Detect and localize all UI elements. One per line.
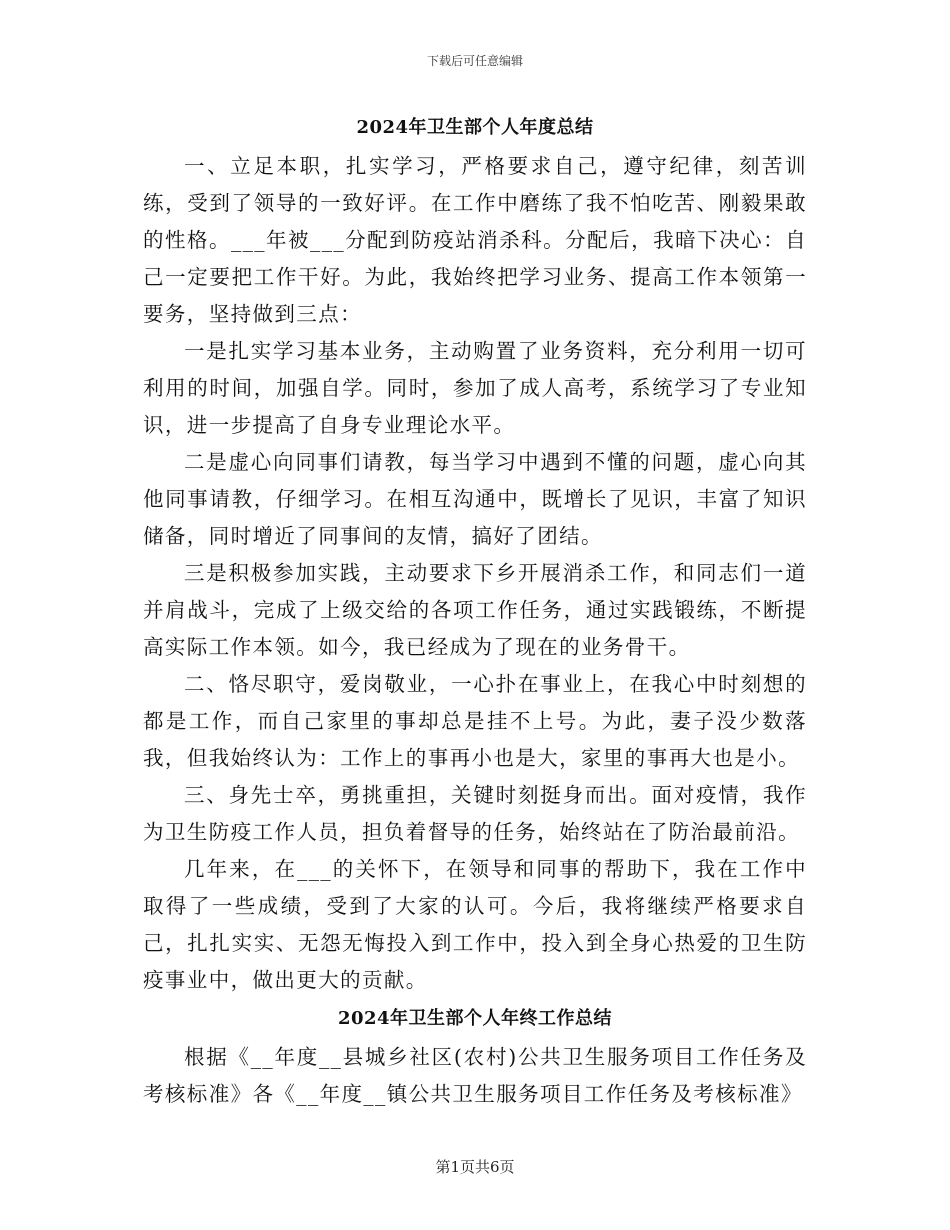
section1-paragraph-7: 几年来，在___的关怀下，在领导和同事的帮助下，我在工作中取得了一些成绩，受到了大家的认可。今后，我将继续严格要求自己，扎扎实实、无怨无悔投入到工作中，投入到全身心热爱的卫生防疫事业中，做出更大的贡献。 [143, 857, 807, 992]
document-body [143, 108, 807, 1113]
section2-paragraph-1: 根据《__年度__县城乡社区(农村)公共卫生服务项目工作任务及考核标准》各《__年度__镇公共卫生服务项目工作任务及考核标准》 [143, 1045, 807, 1106]
section1-paragraph-3: 二是虚心向同事们请教，每当学习中遇到不懂的问题，虚心向其他同事请教，仔细学习。在相互沟通中，既增长了见识，丰富了知识储备，同时增近了同事间的友情，搞好了团结。 [143, 450, 807, 548]
section1-title: 2024年卫生部个人年度总结 [356, 117, 594, 138]
section2-title: 2024年卫生部个人年终工作总结 [337, 1008, 613, 1029]
page-header: 下载后可任意编辑 [426, 54, 523, 68]
section1-paragraph-5: 二、恪尽职守，爱岗敬业，一心扑在事业上，在我心中时刻想的都是工作，而自己家里的事却总是挂不上号。为此，妻子没少数落我，但我始终认为：工作上的事再小也是大，家里的事再大也是小。 [143, 672, 807, 770]
page-number: 第1页共6页 [435, 1158, 515, 1176]
section1-paragraph-4: 三是积极参加实践，主动要求下乡开展消杀工作，和同志们一道并肩战斗，完成了上级交给的各项工作任务，通过实践锻练，不断提高实际工作本领。如今，我已经成为了现在的业务骨干。 [143, 561, 807, 659]
section1-paragraph-1: 一、立足本职，扎实学习，严格要求自己，遵守纪律，刻苦训练，受到了领导的一致好评。在工作中磨练了我不怕吃苦、刚毅果敢的性格。___年被___分配到防疫站消杀科。分配后，我暗下决心：自己一定要把工作干好。为此，我始终把学习业务、提高工作本领第一要务，坚持做到三点： [143, 154, 807, 326]
section1-paragraph-6: 三、身先士卒，勇挑重担，关键时刻挺身而出。面对疫情，我作为卫生防疫工作人员，担负着督导的任务，始终站在了防治最前沿。 [143, 783, 807, 844]
section1-paragraph-2: 一是扎实学习基本业务，主动购置了业务资料，充分利用一切可利用的时间，加强自学。同时，参加了成人高考，系统学习了专业知识，进一步提高了自身专业理论水平。 [143, 339, 807, 437]
